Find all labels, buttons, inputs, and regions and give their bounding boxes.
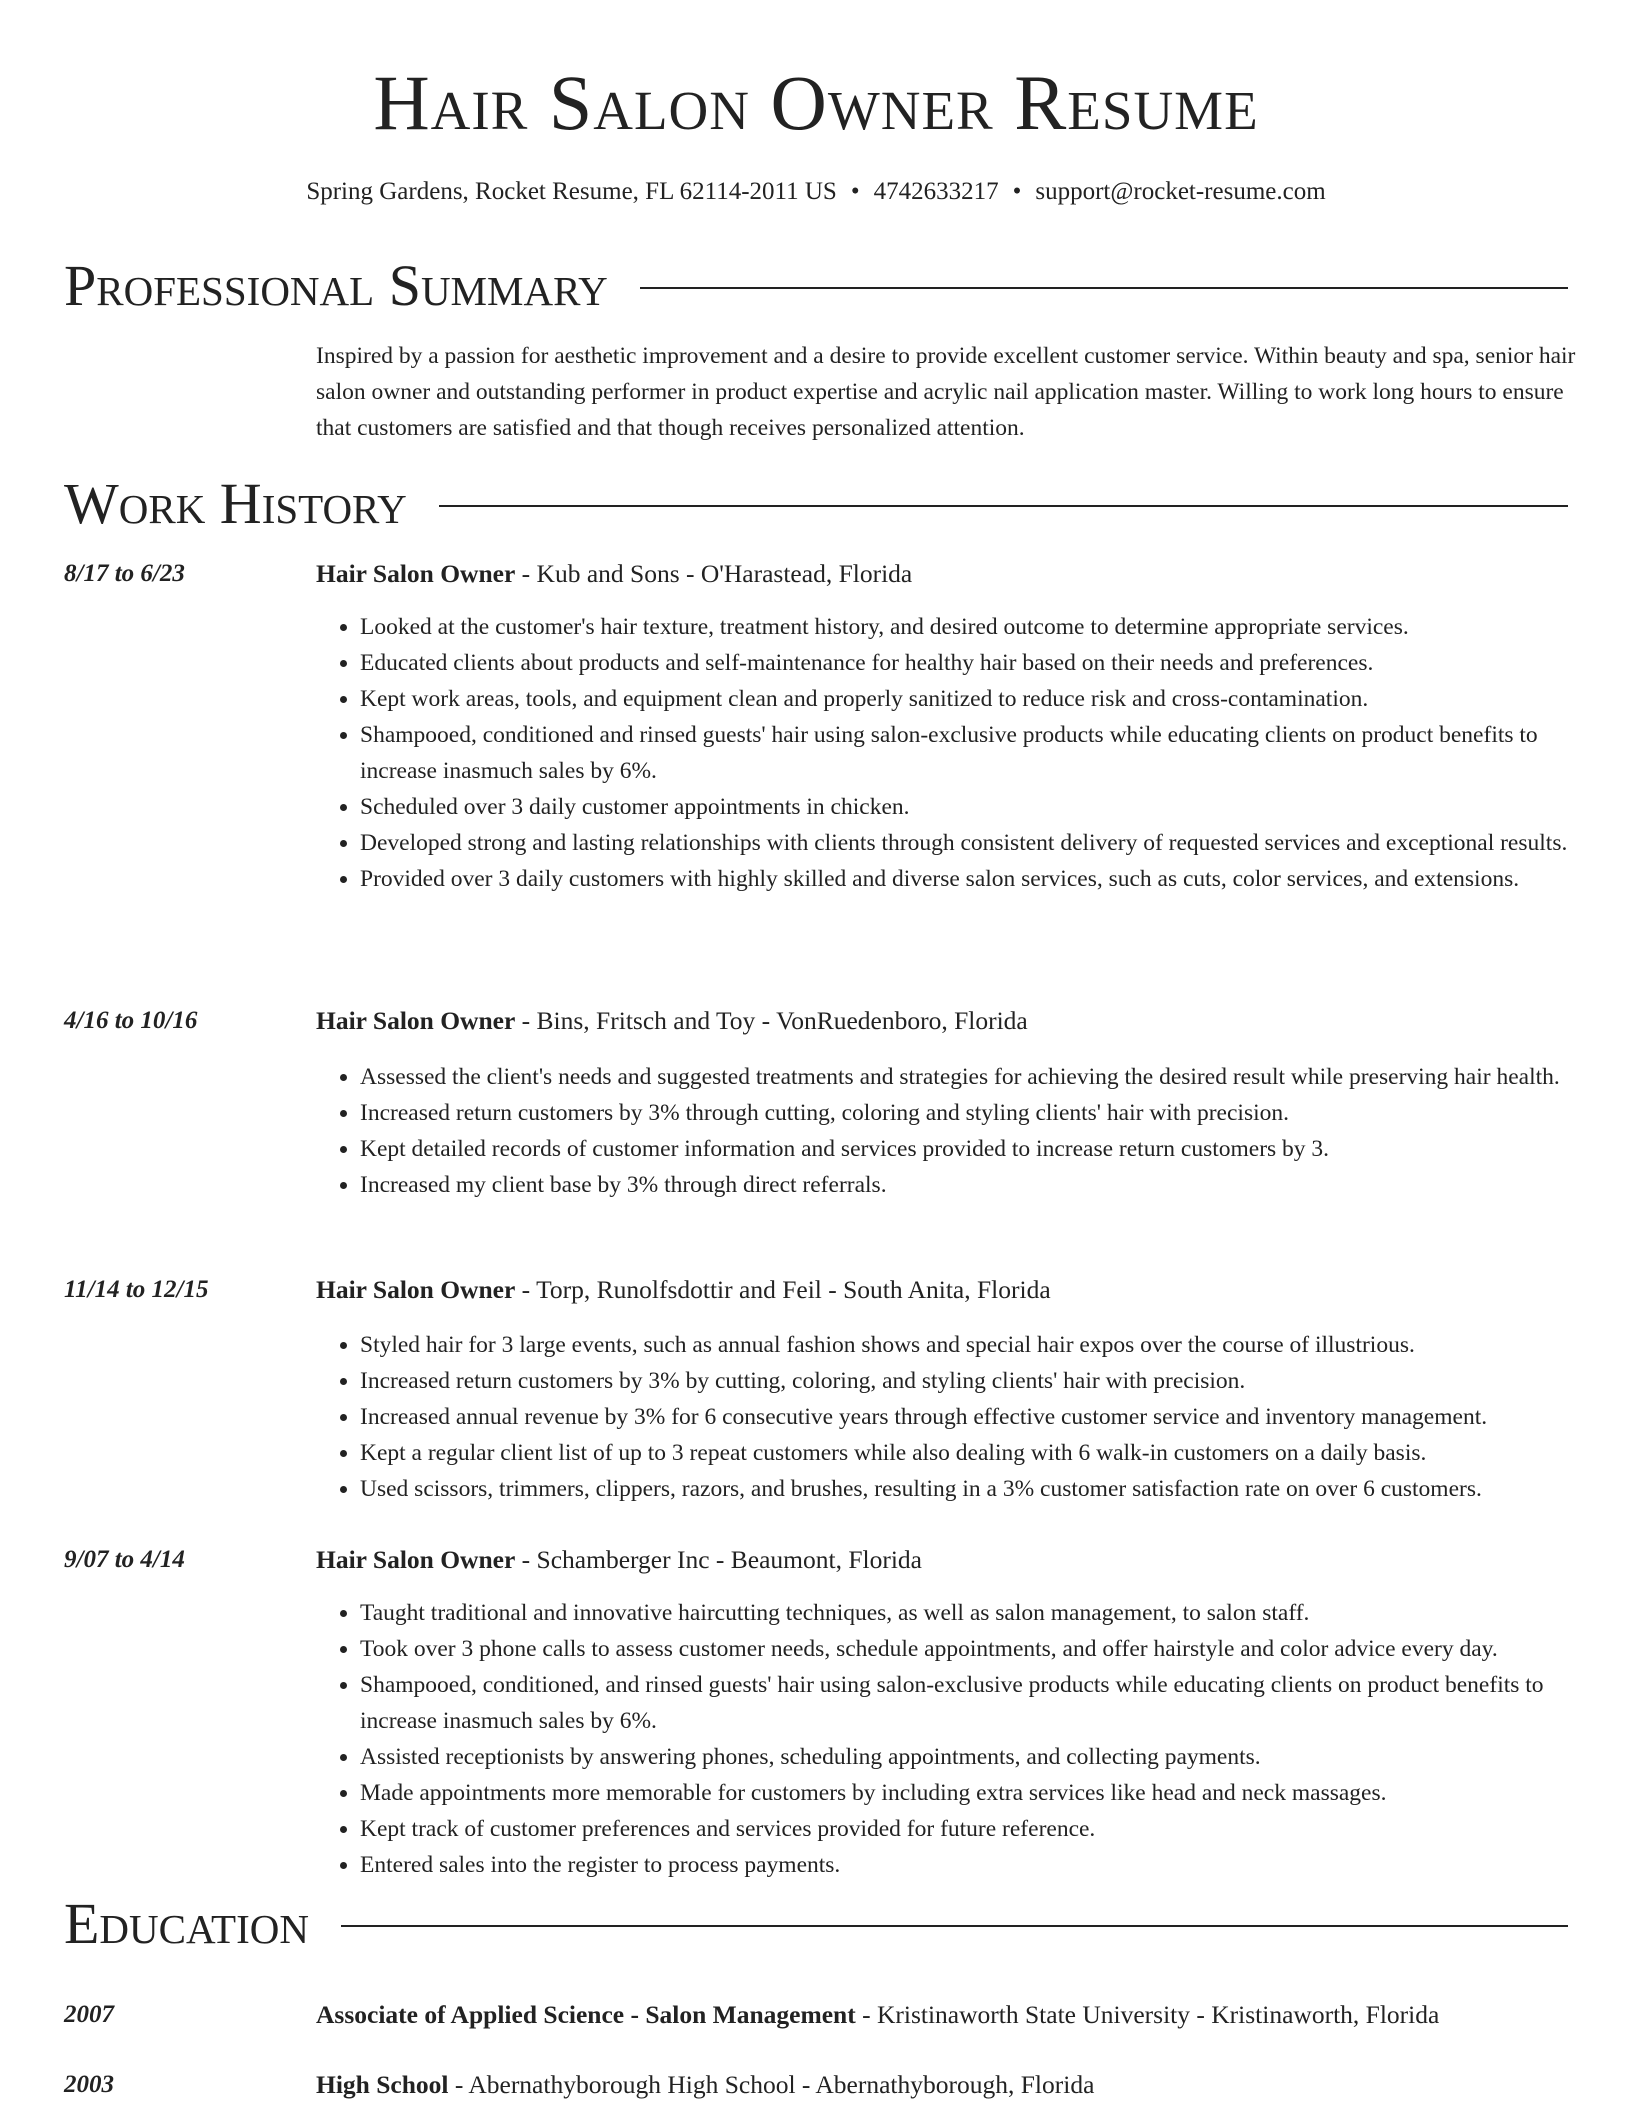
contact-address: Spring Gardens, Rocket Resume, FL 62114-2011 US — [306, 178, 837, 205]
job-title: Hair Salon Owner — [316, 1006, 516, 1035]
job-bullet: • Kept track of customer preferences and services provided for future reference. — [360, 1811, 1580, 1847]
job-heading — [316, 1543, 922, 1577]
job-bullet: • Assessed the client's needs and suggested treatments and strategies for achieving the desired result while preserving hair health. — [360, 1059, 1580, 1095]
job-bullet: • Taught traditional and innovative haircutting techniques, as well as salon management, to salon staff. — [360, 1595, 1580, 1631]
job-bullet: • Used scissors, trimmers, clippers, razors, and brushes, resulting in a 3% customer satisfaction rate on over 6 customers. — [360, 1471, 1580, 1507]
education-year: 2003 — [64, 2071, 114, 2098]
section-title-summary: Professional Summary — [64, 253, 608, 318]
job-employer: - Schamberger Inc - Beaumont, Florida — [515, 1545, 923, 1574]
section-header-summary — [64, 254, 1568, 318]
job-dates: 9/07 to 4/14 — [64, 1546, 185, 1573]
job-bullet: • Took over 3 phone calls to assess customer needs, schedule appointments, and offer hairstyle and color advice every day. — [360, 1631, 1580, 1667]
education-entry — [316, 1998, 1439, 2032]
job-heading — [316, 557, 912, 591]
job-bullet: • Kept a regular client list of up to 3 repeat customers while also dealing with 6 walk-in customers on a daily basis. — [360, 1435, 1580, 1471]
job-bullets — [316, 1595, 1580, 1883]
job-bullet: • Increased my client base by 3% through direct referrals. — [360, 1167, 1580, 1203]
education-school: - Kristinaworth State University - Kristinaworth, Florida — [855, 2000, 1440, 2029]
education-year: 2007 — [64, 2001, 114, 2028]
job-employer: - Bins, Fritsch and Toy - VonRuedenboro, Florida — [515, 1006, 1028, 1035]
job-bullet: • Increased annual revenue by 3% for 6 consecutive years through effective customer service and inventory management. — [360, 1399, 1580, 1435]
section-divider — [439, 505, 1568, 507]
contact-email: support@rocket-resume.com — [1035, 178, 1326, 205]
job-bullet: • Educated clients about products and self-maintenance for healthy hair based on their needs and preferences. — [360, 645, 1580, 681]
education-school: - Abernathyborough High School - Abernathyborough, Florida — [448, 2070, 1095, 2099]
job-heading — [316, 1273, 1051, 1307]
job-heading — [316, 1004, 1028, 1038]
education-entry — [316, 2068, 1094, 2102]
job-bullet: • Kept work areas, tools, and equipment clean and properly sanitized to reduce risk and cross-contamination. — [360, 681, 1580, 717]
education-degree: Associate of Applied Science - Salon Management — [316, 2000, 856, 2029]
job-title: Hair Salon Owner — [316, 1275, 516, 1304]
job-bullet: • Shampooed, conditioned, and rinsed guests' hair using salon-exclusive products while educating clients on product benefits to increase inasmuch sales by 6%. — [360, 1667, 1580, 1739]
section-title-work-history: Work History — [64, 471, 407, 536]
job-bullets — [316, 1327, 1580, 1507]
job-bullet: • Scheduled over 3 daily customer appointments in chicken. — [360, 789, 1580, 825]
job-title: Hair Salon Owner — [316, 1545, 516, 1574]
section-divider — [341, 1925, 1568, 1927]
contact-line — [0, 175, 1632, 209]
job-bullet: • Shampooed, conditioned and rinsed guests' hair using salon-exclusive products while educating clients on product benefits to increase inasmuch sales by 6%. — [360, 717, 1580, 789]
job-title: Hair Salon Owner — [316, 559, 516, 588]
contact-separator: • — [850, 178, 860, 205]
job-bullet: • Increased return customers by 3% through cutting, coloring and styling clients' hair with precision. — [360, 1095, 1580, 1131]
job-bullet: • Styled hair for 3 large events, such as annual fashion shows and special hair expos over the course of illustrious. — [360, 1327, 1580, 1363]
section-header-education — [64, 1892, 1568, 1956]
job-bullet: • Entered sales into the register to process payments. — [360, 1847, 1580, 1883]
job-bullet: • Provided over 3 daily customers with highly skilled and diverse salon services, such as cuts, color services, and extensions. — [360, 861, 1580, 897]
summary-text: Inspired by a passion for aesthetic improvement and a desire to provide excellent customer service. Within beauty and spa, senior hair salon owner and outstanding performer in product expertise and acrylic nail application master. Willing to work long hours to ensure that customers are satisfied and that though receives personalized attention. — [316, 343, 1576, 441]
job-bullets — [316, 1059, 1580, 1203]
job-dates: 8/17 to 6/23 — [64, 560, 185, 587]
job-bullet: • Assisted receptionists by answering phones, scheduling appointments, and collecting payments. — [360, 1739, 1580, 1775]
job-employer: - Torp, Runolfsdottir and Feil - South Anita, Florida — [515, 1275, 1051, 1304]
job-bullet: • Increased return customers by 3% by cutting, coloring, and styling clients' hair with precision. — [360, 1363, 1580, 1399]
section-divider — [640, 287, 1568, 289]
job-bullet: • Kept detailed records of customer information and services provided to increase return customers by 3. — [360, 1131, 1580, 1167]
contact-phone: 4742633217 — [873, 178, 999, 205]
resume-title: Hair Salon Owner Resume — [373, 59, 1259, 146]
job-bullet: • Developed strong and lasting relationships with clients through consistent delivery of requested services and exceptional results. — [360, 825, 1580, 861]
job-employer: - Kub and Sons - O'Harastead, Florida — [515, 559, 913, 588]
job-bullet: • Made appointments more memorable for customers by including extra services like head and neck massages. — [360, 1775, 1580, 1811]
contact-separator: • — [1012, 178, 1022, 205]
job-dates: 11/14 to 12/15 — [64, 1276, 209, 1303]
section-title-education: Education — [64, 1891, 309, 1956]
job-dates: 4/16 to 10/16 — [64, 1007, 198, 1034]
section-header-work-history — [64, 472, 1568, 536]
job-bullet: • Looked at the customer's hair texture, treatment history, and desired outcome to determine appropriate services. — [360, 609, 1580, 645]
job-bullets — [316, 609, 1580, 897]
education-degree: High School — [316, 2070, 449, 2099]
